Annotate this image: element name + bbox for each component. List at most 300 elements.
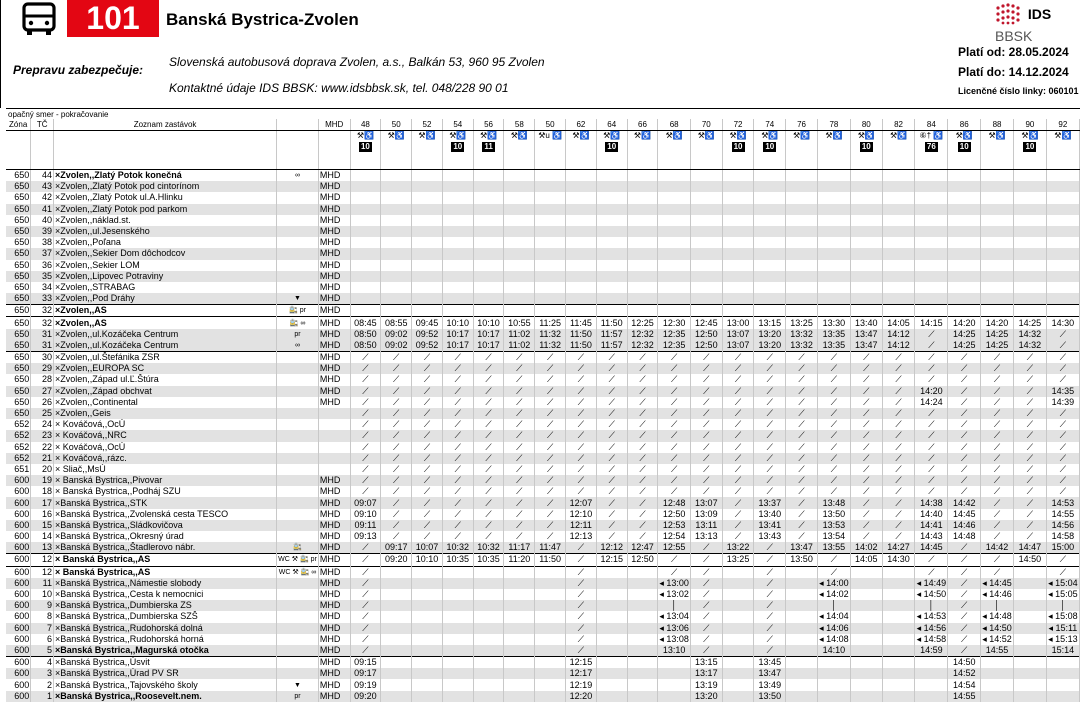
zone-cell: 650: [6, 317, 31, 329]
departure-time: [948, 248, 981, 259]
departure-time: [850, 679, 882, 690]
departure-time: [658, 215, 691, 226]
departure-time: ⟋: [350, 578, 381, 589]
departure-time: [754, 226, 786, 237]
departure-time: ⟋: [442, 520, 473, 531]
zone-cell: 650: [6, 181, 31, 192]
departure-time: [442, 611, 473, 622]
departure-time: ⟋: [722, 419, 754, 430]
departure-time: [412, 192, 443, 203]
departure-time: ⟋: [817, 453, 850, 464]
departure-time: [442, 589, 473, 600]
departure-time: [473, 566, 504, 578]
departure-time: ⟋: [1014, 374, 1047, 385]
departure-time: ◂ 13:08: [659, 633, 689, 644]
stop-row: [6, 397, 1080, 408]
stop-name-cell: [53, 293, 276, 305]
departure-time: [412, 645, 443, 657]
departure-time: [850, 170, 882, 182]
departure-time: ⟋: [882, 352, 915, 364]
departure-time: ⟋: [504, 363, 535, 374]
departure-time: ⟋: [535, 497, 566, 508]
departure-time: ⟋: [948, 578, 981, 589]
departure-time: [381, 215, 412, 226]
departure-time: [412, 589, 443, 600]
departure-time: [658, 282, 691, 293]
departure-time: 08:50: [350, 329, 381, 340]
stop-name: Banská Bystrica,,Rudohorská dolná: [60, 622, 203, 633]
departure-time: [381, 600, 412, 611]
departure-time: [850, 204, 882, 215]
departure-time: ◂ 14:58: [916, 633, 947, 644]
departure-time: ⟋: [948, 374, 981, 385]
departure-time: 10:32: [442, 542, 473, 554]
departure-time: [504, 679, 535, 690]
departure-time: 13:37: [754, 497, 786, 508]
departure-time: [535, 271, 566, 282]
departure-time: 09:02: [381, 340, 412, 352]
operator-info: Slovenská autobusová doprava Zvolen, a.s., Balkán 53, 960 95 Zvolen: [169, 55, 545, 69]
departure-time: [948, 293, 981, 305]
departure-time: [504, 192, 535, 203]
departure-time: ⟋: [817, 475, 850, 486]
zone-cell: 600: [6, 554, 31, 566]
departure-time: ⟋: [948, 634, 981, 645]
departure-time: ⟋: [350, 374, 381, 385]
stop-index-cell: 7: [31, 623, 54, 634]
departure-time: 11:17: [504, 542, 535, 554]
departure-time: 14:43: [915, 531, 948, 542]
departure-time: ⟋: [915, 464, 948, 475]
departure-time: [504, 657, 535, 669]
departure-time: ⟋: [882, 374, 915, 385]
trip-number: 50: [381, 119, 412, 131]
departure-time: [473, 192, 504, 203]
stop-flags-cell: [277, 260, 319, 271]
departure-time: ⟋: [786, 363, 818, 374]
zone-cell: 600: [6, 497, 31, 508]
zone-cell: 650: [6, 248, 31, 259]
trip-symbols: ⚒♿: [356, 131, 374, 140]
departure-time: [981, 282, 1014, 293]
departure-time: [981, 305, 1014, 317]
mhd-cell: MHD: [318, 374, 350, 385]
trip-symbols: ⚒♿: [761, 131, 779, 140]
departure-time: ⟋: [882, 475, 915, 486]
stop-index-cell: 34: [31, 282, 54, 293]
departure-time: [882, 248, 915, 259]
departure-time: [1014, 645, 1047, 657]
departure-time: 12:48: [658, 497, 691, 508]
departure-time: ⟋: [882, 453, 915, 464]
departure-time: ⟋: [566, 589, 597, 600]
departure-time: [722, 634, 754, 645]
departure-time: [850, 305, 882, 317]
departure-time: [473, 215, 504, 226]
trip-number: 64: [596, 119, 627, 131]
departure-time: [786, 645, 818, 657]
request-stop-mark: ×: [54, 611, 61, 622]
stop-index-cell: 39: [31, 226, 54, 237]
departure-time: ⟋: [722, 520, 754, 531]
departure-time: ⟋: [1046, 453, 1079, 464]
departure-time: [882, 611, 915, 622]
departure-time: [442, 248, 473, 259]
departure-time: ⟋: [442, 430, 473, 441]
departure-time: ⟋: [850, 352, 882, 364]
departure-time: 13:10: [658, 645, 691, 657]
departure-time: ⟋: [948, 408, 981, 419]
stop-flags-cell: [277, 634, 319, 645]
departure-time: 13:07: [722, 340, 754, 352]
trip-header: [786, 131, 818, 170]
departure-time: ⟋: [473, 374, 504, 385]
request-stop-mark: ×: [54, 192, 61, 203]
departure-time: ⟋: [473, 442, 504, 453]
request-stop-mark: ×: [54, 679, 61, 690]
departure-time: 14:25: [1014, 317, 1047, 329]
departure-time: ⟋: [722, 486, 754, 497]
trip-symbols: ⚒♿: [1021, 131, 1039, 140]
departure-time: [981, 215, 1014, 226]
departure-time: ⟋: [754, 554, 786, 566]
departure-time: ⟋: [627, 408, 658, 419]
departure-time: ⟋: [473, 531, 504, 542]
departure-time: ⟋: [473, 509, 504, 520]
departure-time: ⟋: [658, 363, 691, 374]
departure-time: [882, 645, 915, 657]
departure-time: ⟋: [473, 352, 504, 364]
ids-bbsk-logo: [995, 3, 1080, 44]
departure-time: [504, 600, 535, 611]
stop-name-cell: [53, 374, 276, 385]
departure-time: [882, 170, 915, 182]
departure-time: [566, 237, 597, 248]
departure-time: [381, 623, 412, 634]
trip-symbols: ⚒♿: [857, 131, 875, 140]
departure-time: [350, 181, 381, 192]
ids-logo-icon: [995, 3, 1021, 28]
departure-time: ⟋: [442, 352, 473, 364]
departure-time: [350, 215, 381, 226]
departure-time: [658, 260, 691, 271]
stop-row: [6, 497, 1080, 508]
departure-time: ⟋: [817, 419, 850, 430]
departure-time: [658, 181, 691, 192]
departure-time: [412, 611, 443, 622]
request-stop-mark: ×: [54, 408, 61, 419]
trip-badge: 10: [959, 142, 969, 151]
departure-time: [350, 192, 381, 203]
departure-time: ⟋: [754, 386, 786, 397]
departure-time: 10:35: [442, 554, 473, 566]
departure-time: ⟋: [658, 453, 691, 464]
departure-time: [981, 657, 1014, 669]
departure-time: [786, 293, 818, 305]
stop-row: [6, 623, 1080, 634]
stop-row: [6, 542, 1080, 554]
departure-time: [882, 623, 915, 634]
departure-time: 14:20: [981, 317, 1014, 329]
stop-name: Zvolen,,Zlatý Potok pod cintorínom: [60, 181, 200, 192]
stop-row: [6, 442, 1080, 453]
trip-number: 56: [473, 119, 504, 131]
departure-time: [1046, 271, 1079, 282]
departure-time: 14:30: [1046, 317, 1079, 329]
stop-name: Banská Bystrica,,Sládkovičova: [60, 519, 183, 530]
departure-time: 14:32: [1014, 329, 1047, 340]
trip-symbols: ⚒♿: [387, 131, 405, 140]
departure-time: │: [817, 600, 850, 611]
departure-time: [850, 282, 882, 293]
stop-index-cell: 15: [31, 520, 54, 531]
departure-time: ⟋: [948, 600, 981, 611]
departure-time: ⟋: [690, 634, 722, 645]
stop-row: [6, 464, 1080, 475]
departure-time: ⟋: [850, 531, 882, 542]
departure-time: [690, 282, 722, 293]
departure-time: │: [658, 600, 691, 611]
departure-time: ⟋: [412, 464, 443, 475]
departure-time: [535, 578, 566, 589]
request-stop-mark: ×: [54, 463, 61, 474]
departure-time: [381, 293, 412, 305]
departure-time: [627, 170, 658, 182]
departure-time: [381, 578, 412, 589]
zone-cell: 600: [6, 531, 31, 542]
trip-badge: 11: [484, 142, 493, 151]
departure-time: [504, 611, 535, 622]
departure-time: [786, 657, 818, 669]
departure-time: [882, 578, 915, 589]
trip-header: [658, 131, 691, 170]
departure-time: 13:50: [817, 509, 850, 520]
stop-name-cell: [53, 442, 276, 453]
departure-time: ⟋: [627, 464, 658, 475]
trip-header: [817, 131, 850, 170]
departure-time: [690, 192, 722, 203]
departure-time: ⟋: [473, 453, 504, 464]
departure-time: ⟋: [566, 374, 597, 385]
departure-time: ⟋: [786, 352, 818, 364]
departure-time: ⟋: [948, 352, 981, 364]
departure-time: 13:19: [690, 679, 722, 690]
stop-name-cell: [53, 520, 276, 531]
departure-time: [627, 634, 658, 645]
request-stop-mark: ×: [54, 589, 61, 600]
stop-name: Banská Bystrica,,AS: [60, 566, 151, 577]
departure-time: [1046, 293, 1079, 305]
departure-time: [350, 293, 381, 305]
stop-name: Zvolen,,Západ ul.Ľ.Štúra: [60, 374, 159, 385]
departure-time: ⟋: [658, 430, 691, 441]
departure-time: ⟋: [882, 408, 915, 419]
stop-flags-cell: [277, 509, 319, 520]
departure-time: ⟋: [566, 464, 597, 475]
stop-row: [6, 679, 1080, 690]
stop-row: [6, 611, 1080, 622]
departure-time: [535, 237, 566, 248]
departure-time: ⟋: [381, 453, 412, 464]
stop-index-cell: 12: [31, 554, 54, 566]
stop-name: Zvolen,,Zlatý Potok ul.A.Hlinku: [60, 192, 183, 203]
departure-time: [381, 204, 412, 215]
trip-header: [412, 131, 443, 170]
departure-time: [627, 192, 658, 203]
stop-row: [6, 192, 1080, 203]
departure-time: [381, 634, 412, 645]
zone-cell: 650: [6, 215, 31, 226]
departure-time: ⟋: [948, 453, 981, 464]
departure-time: ⟋: [535, 464, 566, 475]
departure-time: 12:25: [627, 317, 658, 329]
departure-time: ⟋: [1014, 442, 1047, 453]
stop-name-cell: [53, 589, 276, 600]
mhd-cell: MHD: [318, 329, 350, 340]
departure-time: [754, 260, 786, 271]
departure-time: ⟋: [566, 386, 597, 397]
departure-time: 13:47: [754, 668, 786, 679]
departure-time: ⟋: [473, 408, 504, 419]
departure-time: ⟋: [850, 509, 882, 520]
departure-time: [473, 248, 504, 259]
departure-time: ⟋: [566, 611, 597, 622]
departure-time: ⟋: [690, 397, 722, 408]
departure-time: ⟋: [504, 408, 535, 419]
departure-time: [473, 578, 504, 589]
departure-time: 08:45: [350, 317, 381, 329]
departure-time: 11:20: [504, 554, 535, 566]
departure-time: [473, 691, 504, 702]
departure-time: ⟋: [596, 509, 627, 520]
stop-name-cell: [53, 282, 276, 293]
stop-name: Banská Bystrica,,Okresný úrad: [60, 531, 184, 542]
departure-time: [442, 215, 473, 226]
departure-time: [817, 248, 850, 259]
departure-time: [754, 305, 786, 317]
stop-index-cell: 24: [31, 419, 54, 430]
trip-symbols: ⚒♿: [603, 131, 621, 140]
departure-time: [658, 192, 691, 203]
stop-index-cell: 33: [31, 293, 54, 305]
departure-time: ◂ 15:13: [1048, 633, 1078, 644]
departure-time: ⟋: [690, 374, 722, 385]
departure-time: ⟋: [627, 486, 658, 497]
departure-time: 13:48: [817, 497, 850, 508]
departure-time: ⟋: [442, 386, 473, 397]
departure-time: [596, 634, 627, 645]
departure-time: ⟋: [882, 397, 915, 408]
departure-time: ⟋: [504, 430, 535, 441]
stop-row: [6, 363, 1080, 374]
stop-flags-cell: WC ⚒ 🚉 pr: [277, 554, 319, 566]
trip-number: 54: [442, 119, 473, 131]
departure-time: ⟋: [786, 464, 818, 475]
zone-cell: 652: [6, 453, 31, 464]
stop-name: Banská Bystrica,,Úsvit: [60, 657, 150, 668]
departure-time: [535, 589, 566, 600]
zone-cell: 650: [6, 282, 31, 293]
departure-time: ⟋: [473, 386, 504, 397]
departure-time: 14:27: [882, 542, 915, 554]
departure-time: [381, 679, 412, 690]
mhd-cell: MHD: [318, 226, 350, 237]
departure-time: [981, 248, 1014, 259]
mhd-cell: MHD: [318, 623, 350, 634]
stop-index-cell: 31: [31, 340, 54, 352]
departure-time: [1046, 282, 1079, 293]
departure-time: ⟋: [412, 497, 443, 508]
request-stop-mark: ×: [54, 633, 61, 644]
departure-time: ⟋: [596, 397, 627, 408]
header-spacer: [6, 131, 31, 170]
stop-index-cell: 2: [31, 679, 54, 690]
stop-name: Banská Bystrica,,STK: [60, 497, 148, 508]
departure-time: ⟋: [817, 554, 850, 566]
departure-time: [535, 181, 566, 192]
stop-flags-cell: [277, 282, 319, 293]
request-stop-mark: ×: [54, 542, 61, 553]
departure-time: [981, 226, 1014, 237]
departure-time: 13:17: [690, 668, 722, 679]
departure-time: ⟋: [350, 645, 381, 657]
departure-time: ⟋: [627, 419, 658, 430]
request-stop-mark: ×: [54, 554, 61, 565]
departure-time: [596, 237, 627, 248]
trip-header: [948, 131, 981, 170]
departure-time: ◂ 14:04: [819, 611, 849, 622]
departure-time: [535, 691, 566, 702]
stop-name-cell: [53, 542, 276, 554]
departure-time: ⟋: [981, 374, 1014, 385]
departure-time: ◂ 14:50: [982, 622, 1012, 633]
stop-row: [6, 486, 1080, 497]
stop-name-cell: [53, 430, 276, 441]
departure-time: [412, 260, 443, 271]
departure-time: [566, 192, 597, 203]
departure-time: [1014, 260, 1047, 271]
stop-index-cell: 8: [31, 611, 54, 622]
zone-cell: 600: [6, 668, 31, 679]
departure-time: [817, 282, 850, 293]
stop-name-cell: [53, 464, 276, 475]
departure-time: [1014, 271, 1047, 282]
departure-time: [442, 623, 473, 634]
departure-time: [915, 293, 948, 305]
departure-time: ⟋: [442, 486, 473, 497]
trip-header: [504, 131, 535, 170]
mhd-cell: MHD: [318, 691, 350, 702]
trip-header: [381, 131, 412, 170]
trip-header: [915, 131, 948, 170]
departure-time: ⟋: [381, 363, 412, 374]
departure-time: [817, 679, 850, 690]
departure-time: [627, 305, 658, 317]
trip-header: [627, 131, 658, 170]
column-header-zone: Zóna: [6, 119, 31, 131]
trip-header: [690, 131, 722, 170]
departure-time: [722, 578, 754, 589]
mhd-cell: MHD: [318, 282, 350, 293]
departure-time: [381, 611, 412, 622]
departure-time: [381, 282, 412, 293]
departure-time: ⟋: [690, 486, 722, 497]
departure-time: ⟋: [948, 419, 981, 430]
departure-time: [948, 237, 981, 248]
departure-time: ⟋: [596, 464, 627, 475]
departure-time: ⟋: [566, 453, 597, 464]
departure-time: [381, 657, 412, 669]
